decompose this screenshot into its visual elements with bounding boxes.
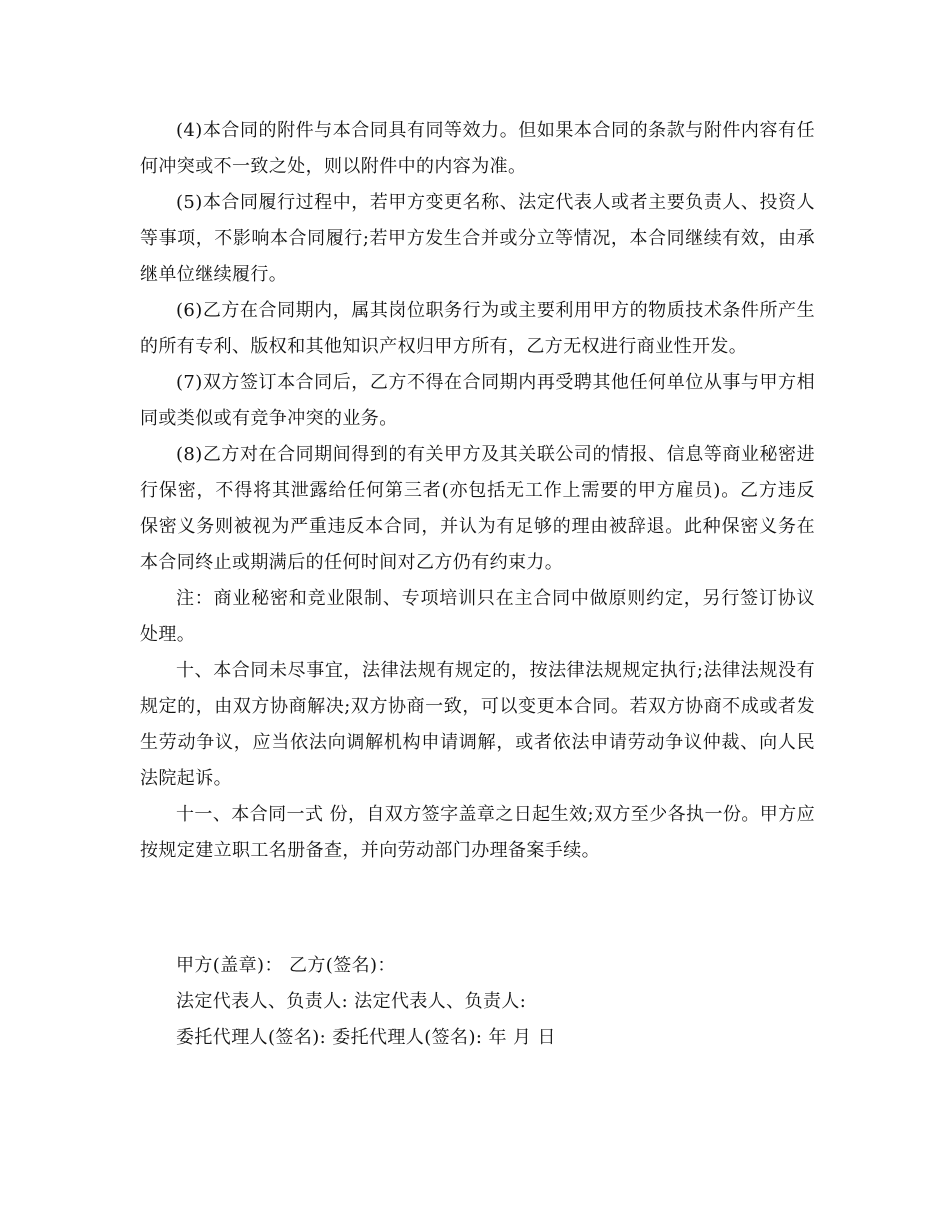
signature-line-agents-date: 委托代理人(签名): 委托代理人(签名): 年 月 日 [176, 1027, 556, 1048]
clause-5-changes: (5)本合同履行过程中，若甲方变更名称、法定代表人或者主要负责人、投资人等事项，不影响本合同履行;若甲方发生合并或分立等情况，本合同继续有效，由承继单位继续履行。 [140, 192, 815, 285]
signature-line-representatives: 法定代表人、负责人: 法定代表人、负责人: [176, 991, 527, 1012]
clause-4-attachments: (4)本合同的附件与本合同具有同等效力。但如果本合同的条款与附件内容有任何冲突或不一致之处，则以附件中的内容为准。 [140, 120, 815, 177]
clause-8-confidentiality: (8)乙方对在合同期间得到的有关甲方及其关联公司的情报、信息等商业秘密进行保密，不得将其泄露给任何第三者(亦包括无工作上需要的甲方雇员)。乙方违反保密义务则被视为严重违反本合同，并认为有足够的理由被辞退。此种保密义务在本合同终止或期满后的任何时间对乙方仍有约束力。 [140, 444, 815, 573]
signature-line-parties: 甲方(盖章)： 乙方(签名)： [176, 955, 396, 976]
contract-body [140, 113, 815, 869]
note-paragraph: 注：商业秘密和竞业限制、专项培训只在主合同中做原则约定，另行签订协议处理。 [140, 588, 815, 645]
clause-6-intellectual-property: (6)乙方在合同期内，属其岗位职务行为或主要利用甲方的物质技术条件所产生的所有专利、版权和其他知识产权归甲方所有，乙方无权进行商业性开发。 [140, 300, 815, 357]
article-10-disputes: 十、本合同未尽事宜，法律法规有规定的，按法律法规规定执行;法律法规没有规定的，由双方协商解决;双方协商一致，可以变更本合同。若双方协商不成或者发生劳动争议，应当依法向调解机构申请调解，或者依法申请劳动争议仲裁、向人民法院起诉。 [140, 660, 815, 789]
clause-7-non-compete: (7)双方签订本合同后，乙方不得在合同期内再受聘其他任何单位从事与甲方相同或类似或有竞争冲突的业务。 [140, 372, 815, 429]
article-11-effectiveness: 十一、本合同一式 份，自双方签字盖章之日起生效;双方至少各执一份。甲方应按规定建立职工名册备查，并向劳动部门办理备案手续。 [140, 804, 815, 861]
signature-block [140, 948, 815, 1056]
